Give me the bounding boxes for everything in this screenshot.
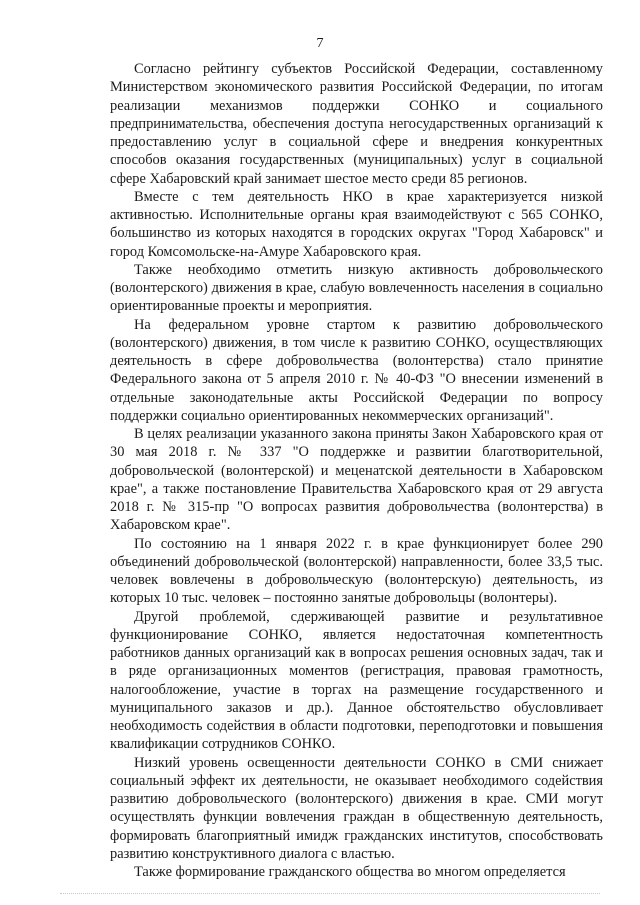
page-bottom-edge xyxy=(60,893,600,894)
page-number: 7 xyxy=(316,36,324,51)
paragraph-volunteer-activity: Также необходимо отметить низкую активность добровольческого (волонтерского) движения в крае, слабую вовлеченность населения в социально ориентированные проекты и мероприятия. xyxy=(110,261,603,315)
paragraph-regional-law: В целях реализации указанного закона приняты Закон Хабаровского края от 30 мая 2018 г. № 337 "О поддержке и развитии благотворительной, добровольческой (волонтерской) и меценатской деятельности в Хабаровском крае", а также постановление Правительства Хабаровского края от 29 августа 2018 г. № 315-пр "О вопросах развития добровольчества (волонтерства) в Хабаровском крае". xyxy=(110,426,603,534)
paragraph-competence-problem: Другой проблемой, сдерживающей развитие и результативное функционирование СОНКО, является недостаточная компетентность работников данных организаций как в вопросах решения основных задач, так и в ряде организационных моментов (регистрация, правовая грамотность, налогообложение, участие в торгах на размещение государственного и муниципального заказов и др.). Данное обстоятельство обусловливает необходимость содействия в области подготовки, переподготовки и повышения квалификации сотрудников СОНКО. xyxy=(110,608,603,753)
paragraph-volunteer-stats: По состоянию на 1 января 2022 г. в крае функционирует более 290 объединений добровольческой (волонтерской) направленности, более 33,5 тыс. человек вовлечены в добровольческую (волонтерскую) деятельность, из которых 10 тыс. человек – постоянно занятые добровольцы (волонтеры). xyxy=(110,535,603,607)
document-body xyxy=(110,60,603,881)
paragraph-federal-law: На федеральном уровне стартом к развитию добровольческого (волонтерского) движения, в том числе к развитию СОНКО, осуществляющих деятельность в сфере добровольчества (волонтерства) стало принятие Федерального закона от 5 апреля 2010 г. № 40-ФЗ "О внесении изменений в отдельные законодательные акты Российской Федерации по вопросу поддержки социально ориентированных некоммерческих организаций". xyxy=(110,316,603,424)
paragraph-civil-society: Также формирование гражданского общества во многом определяется xyxy=(134,864,566,880)
paragraph-rating: Согласно рейтингу субъектов Российской Федерации, составленному Министерством экономического развития Российской Федерации, по итогам реализации механизмов поддержки СОНКО и социального предпринимательства, обеспечения доступа негосударственных организаций к предоставлению услуг в социальной сфере и внедрения конкурентных способов оказания государственных (муниципальных) услуг в социальной сфере Хабаровский край занимает шестое место среди 85 регионов. xyxy=(110,61,603,187)
paragraph-media-coverage: Низкий уровень освещенности деятельности СОНКО в СМИ снижает социальный эффект их деятельности, не оказывает необходимого содействия развитию добровольческого (волонтерского) движения в крае. СМИ могут осуществлять функции вовлечения граждан в общественную деятельность, формировать благоприятный имидж гражданских институтов, способствовать развитию конструктивного диалога с властью. xyxy=(110,754,603,862)
paragraph-nko-activity: Вместе с тем деятельность НКО в крае характеризуется низкой активностью. Исполнительные органы края взаимодействуют с 565 СОНКО, большинство из которых находятся в городских округах "Город Хабаровск" и город Комсомольске-на-Амуре Хабаровского края. xyxy=(110,188,603,260)
